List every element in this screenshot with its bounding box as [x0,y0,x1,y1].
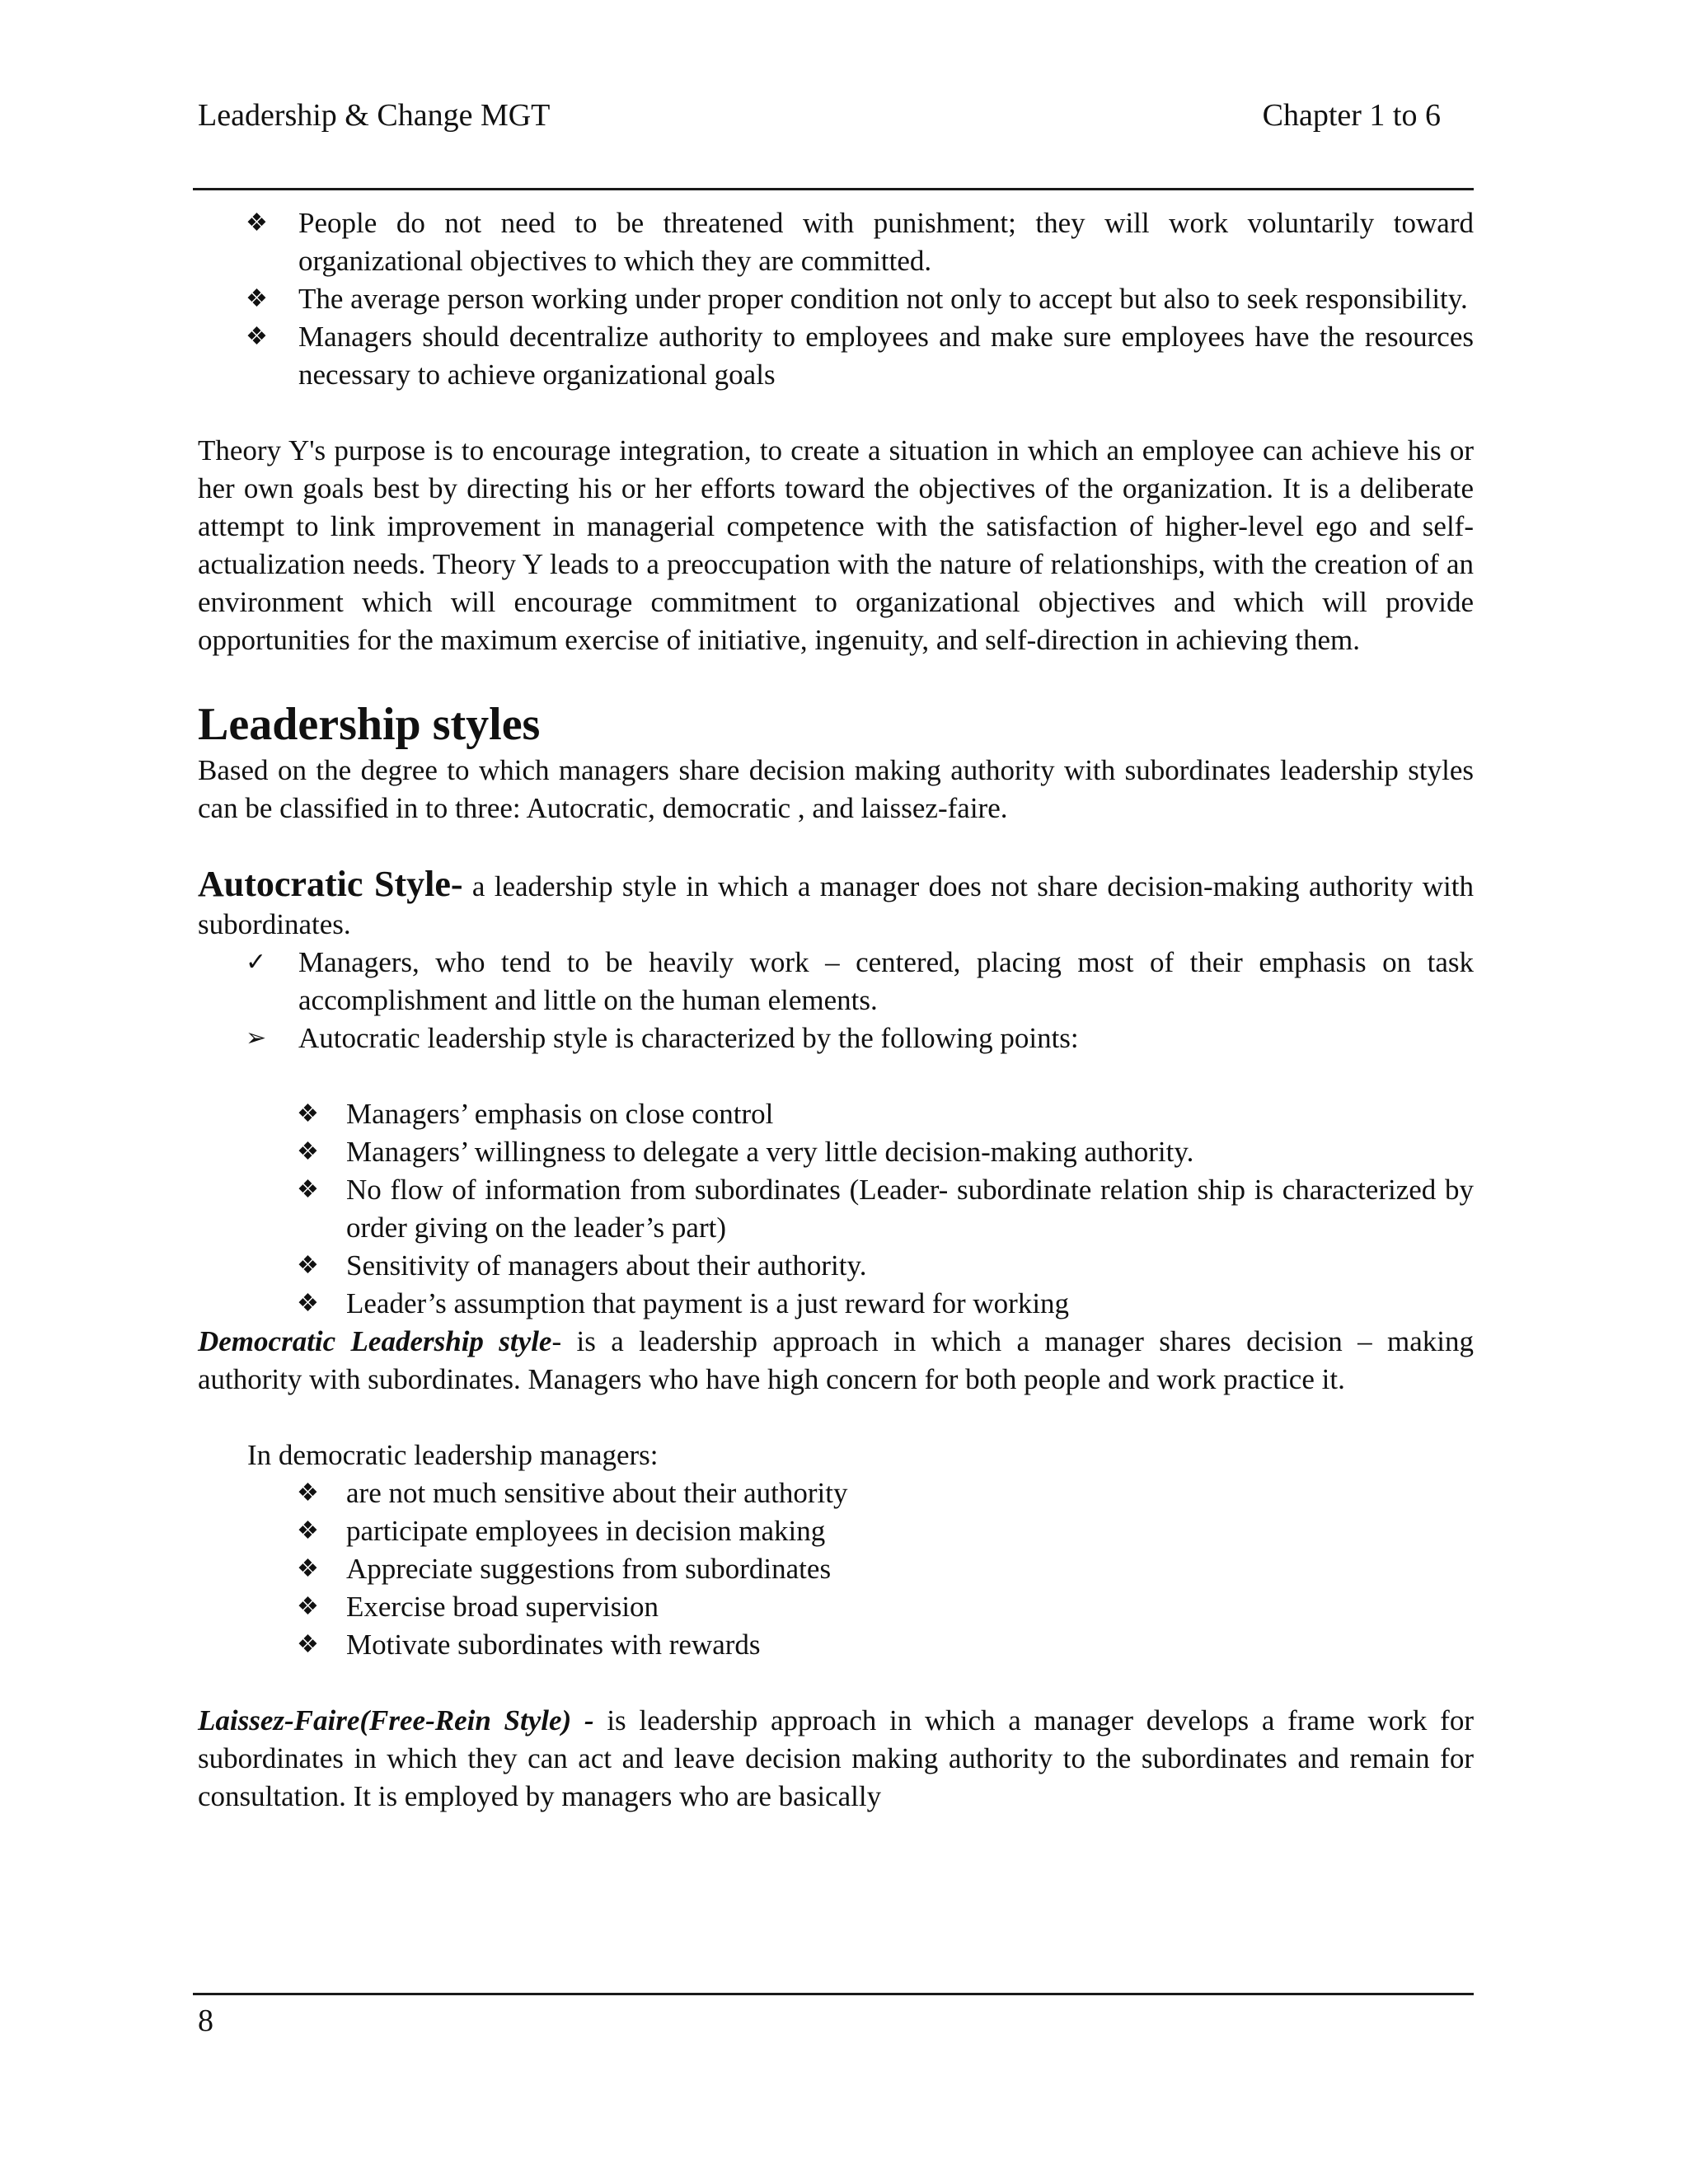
list-item: ❖ Sensitivity of managers about their authority. [198,1247,1474,1285]
list-item: ❖ Managers’ willingness to delegate a very little decision-making authority. [198,1133,1474,1171]
theory-y-paragraph: Theory Y's purpose is to encourage integration, to create a situation in which an employee can achieve his or her own goals best by directing his or her efforts toward the objectives of the organization. It is a deliberate attempt to link improvement in managerial competence with the satisfaction of higher-level ego and self-actualization needs. Theory Y leads to a preoccupation with the nature of relationships, with the creation of an environment which will encourage commitment to organizational objectives and which will provide opportunities for the maximum exercise of initiative, ingenuity, and self-direction in achieving them. [198,434,1474,656]
list-item: ❖ participate employees in decision making [198,1512,1474,1550]
diamond-bullet-icon: ❖ [297,1631,319,1658]
list-item: ❖ Managers should decentralize authority to employees and make sure employees have the resources necessary to achieve organizational goals [198,318,1474,394]
check-mark-icon: ✓ [246,949,267,976]
diamond-bullet-icon: ❖ [246,209,268,237]
democratic-intro: In democratic leadership managers: [247,1439,659,1471]
header-title: Leadership & Change MGT [198,98,551,133]
diamond-bullet-icon: ❖ [246,285,268,312]
diamond-bullet-icon: ❖ [297,1176,319,1203]
list-item: ❖ No flow of information from subordinates (Leader- subordinate relation ship is characterized by order giving on the leader’s part) [198,1171,1474,1247]
header-chapter: Chapter 1 to 6 [1262,98,1441,133]
page-number: 8 [198,2004,213,2038]
diamond-bullet-icon: ❖ [297,1555,319,1582]
laissez-faire-term: Laissez-Faire(Free-Rein Style) - [198,1704,594,1736]
diamond-bullet-icon: ❖ [297,1517,319,1544]
header-rule [193,188,1474,190]
diamond-bullet-icon: ❖ [297,1290,319,1317]
arrow-bullet-icon: ➢ [246,1024,267,1052]
list-item: ✓ Managers, who tend to be heavily work – centered, placing most of their emphasis on task accomplishment and little on the human elements. [198,944,1474,1019]
section-heading: Leadership styles [198,699,541,750]
democratic-term: Democratic Leadership style [198,1325,552,1357]
list-item: ❖ People do not need to be threatened with punishment; they will work voluntarily toward organizational objectives to which they are committed. [198,204,1474,280]
laissez-faire-definition: Laissez-Faire(Free-Rein Style) - is leadership approach in which a manager develops a frame work for subordinates in which they can act and leave decision making authority to the subordinates and remain for consultation. It is employed by managers who are basically [198,1704,1474,1812]
list-item: ❖ Managers’ emphasis on close control [198,1095,1474,1133]
list-item: ❖ The average person working under proper condition not only to accept but also to seek responsibility. [198,280,1474,318]
diamond-bullet-icon: ❖ [246,323,268,350]
list-item: ❖ are not much sensitive about their authority [198,1474,1474,1512]
democratic-definition: Democratic Leadership style- is a leadership approach in which a manager shares decision – making authority with subordinates. Managers who have high concern for both people and work practice it. [198,1325,1474,1395]
list-item: ❖ Appreciate suggestions from subordinates [198,1550,1474,1588]
democratic-points [198,1474,1474,1664]
page-body [198,204,1474,1816]
footer-rule [193,1993,1474,1995]
top-bullet-list [198,204,1474,394]
list-item: ➢ Autocratic leadership style is characterized by the following points: [198,1019,1474,1057]
autocratic-notes [198,944,1474,1057]
diamond-bullet-icon: ❖ [297,1138,319,1165]
autocratic-definition: Autocratic Style- a leadership style in which a manager does not share decision-making authority with subordinates. [198,864,1474,940]
autocratic-points [198,1095,1474,1323]
diamond-bullet-icon: ❖ [297,1100,319,1127]
list-item: ❖ Leader’s assumption that payment is a just reward for working [198,1285,1474,1323]
autocratic-term: Autocratic Style- [198,864,463,904]
list-item: ❖ Exercise broad supervision [198,1588,1474,1626]
list-item: ❖ Motivate subordinates with rewards [198,1626,1474,1664]
page-header [198,97,1441,138]
leadership-styles-intro: Based on the degree to which managers share decision making authority with subordinates leadership styles can be classified in to three: Autocratic, democratic , and laissez-faire. [198,754,1474,824]
diamond-bullet-icon: ❖ [297,1252,319,1279]
diamond-bullet-icon: ❖ [297,1593,319,1620]
diamond-bullet-icon: ❖ [297,1479,319,1507]
